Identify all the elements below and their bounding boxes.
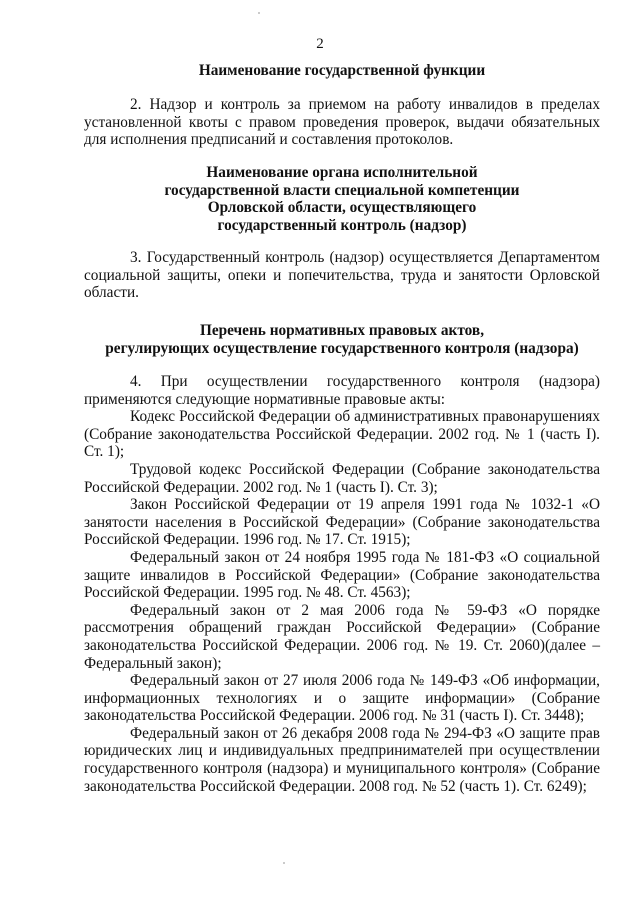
list-item: Федеральный закон от 2 мая 2006 года № 59-ФЗ «О порядке рассмотрения обращений граждан Российской Федерации» (Собрание законодательства Российской Федерации. 2006 год. № 19. Ст. 2060)(далее – Федеральный закон); — [84, 601, 600, 672]
list-item: Трудовой кодекс Российской Федерации (Собрание законодательства Российской Федерации. 2002 год. № 1 (часть I). Ст. 3); — [84, 460, 600, 496]
list-item: Федеральный закон от 26 декабря 2008 года № 294-ФЗ «О защите прав юридических лиц и индивидуальных предпринимателей при осуществлении государственного контроля (надзора) и муниципального контроля» (Собрание законодательства Российской Федерации. 2008 год. № 52 (часть 1). Ст. 6249); — [84, 724, 600, 795]
paragraph: 3. Государственный контроль (надзор) осуществляется Департаментом социальной защиты, опеки и попечительства, труда и занятости Орловской области. — [84, 249, 600, 302]
section-heading-line: Орловской области, осуществляющего — [207, 199, 477, 217]
section-heading-line: государственный контроль (надзор) — [217, 216, 467, 234]
scan-speck — [258, 12, 260, 14]
list-item: Кодекс Российской Федерации об административных правонарушениях (Собрание законодательства Российской Федерации. 2002 год. № 1 (часть I). Ст. 1); — [84, 408, 600, 461]
page-number: 2 — [316, 36, 324, 52]
section-function — [84, 62, 600, 80]
section-heading-line: регулирующих осуществление государственного контроля (надзора) — [105, 339, 579, 357]
paragraph: 4. При осуществлении государственного контроля (надзора) применяются следующие нормативные правовые акты: — [84, 373, 600, 408]
section-heading-line: государственной власти специальной компетенции — [164, 181, 520, 199]
section-heading: Наименование государственной функции — [198, 62, 486, 79]
section-authority — [84, 164, 600, 234]
legal-acts-list — [84, 373, 600, 795]
section-heading-line: Перечень нормативных правовых актов, — [199, 322, 485, 339]
section-legal-acts — [84, 322, 600, 357]
paragraph: 2. Надзор и контроль за приемом на работу инвалидов в пределах установленной квоты с правом проведения проверок, выдачи обязательных для исполнения предписаний и составления протоколов. — [84, 96, 600, 149]
list-item: Закон Российской Федерации от 19 апреля 1991 года № 1032-1 «О занятости населения в Российской Федерации» (Собрание законодательства Российской Федерации. 1996 год. № 17. Ст. 1915); — [84, 496, 600, 549]
scan-speck — [283, 862, 285, 864]
section-authority-body — [84, 249, 600, 302]
section-heading-line: Наименование органа исполнительной — [206, 164, 478, 181]
list-item: Федеральный закон от 27 июля 2006 года № 149-ФЗ «Об информации, информационных технологиях и о защите информации» (Собрание законодательства Российской Федерации. 2006 год. № 31 (часть I). Ст. 3448); — [84, 672, 600, 725]
section-function-body — [84, 96, 600, 149]
list-item: Федеральный закон от 24 ноября 1995 года № 181-ФЗ «О социальной защите инвалидов в Российской Федерации» (Собрание законодательства Российской Федерации. 1995 год. № 48. Ст. 4563); — [84, 548, 600, 602]
